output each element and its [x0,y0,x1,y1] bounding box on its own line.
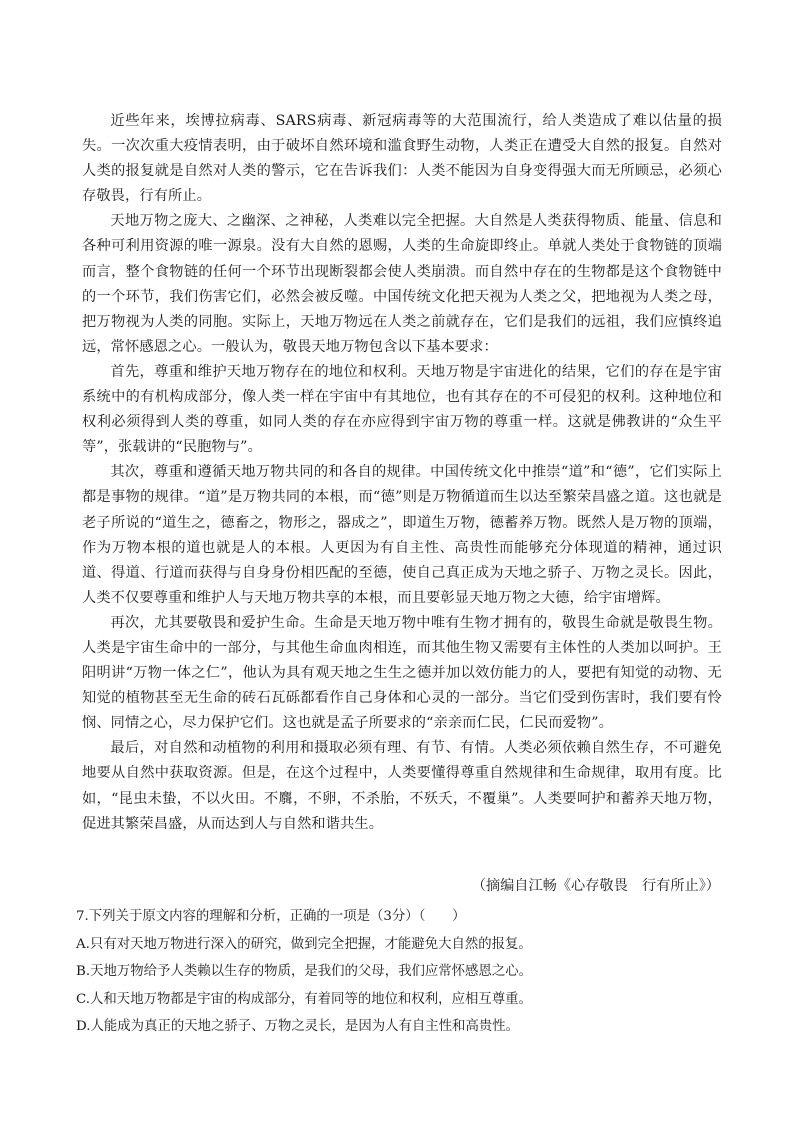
paragraph-3: 首先，尊重和维护天地万物存在的地位和权利。天地万物是宇宙进化的结果，它们的存在是宇宙系统中的有机构成部分，像人类一样在宇宙中有其地位，也有其存在的不可侵犯的权利。这种地位和权利必须得到人类的尊重，如同人类的存在亦应得到宇宙万物的尊重一样。这就是佛教讲的“众生平等”，张载讲的“民胞物与”。 [82,363,722,456]
option-a: A.只有对天地万物进行深入的研究，做到完全把握，才能避免大自然的报复。 [76,936,532,952]
reading-passage [82,109,722,837]
option-b: B.天地万物给予人类赖以生存的物质，是我们的父母，我们应常怀感恩之心。 [76,964,532,980]
paragraph-2: 天地万物之庞大、之幽深、之神秘，人类难以完全把握。大自然是人类获得物质、能量、信息和各种可利用资源的唯一源泉。没有大自然的恩赐，人类的生命旋即终止。单就人类处于食物链的顶端而言，整个食物链的任何一个环节出现断裂都会使人类崩溃。而自然中存在的生物都是这个食物链中的一个环节，我们伤害它们，必然会被反噬。中国传统文化把天视为人类之父，把地视为人类之母，把万物视为人类的同胞。实际上，天地万物远在人类之前就存在，它们是我们的远祖，我们应慎终追远，常怀感恩之心。一般认为，敬畏天地万物包含以下基本要求： [82,213,722,355]
question-7 [76,903,736,1041]
question-stem: 7.下列关于原文内容的理解和分析，正确的一项是（3分）（ ） [76,909,466,924]
paragraph-6: 最后，对自然和动植物的利用和摄取必须有理、有节、有情。人类必须依赖自然生存，不可避免地要从自然中获取资源。但是，在这个过程中，人类要懂得尊重自然规律和生命规律，取用有度。比如，“昆虫未蛰，不以火田。不麛，不卵，不杀胎，不殀夭，不覆巢”。人类要呵护和蓄养天地万物，促进其繁荣昌盛，从而达到人与自然和谐共生。 [82,740,722,832]
option-d: D.人能成为真正的天地之骄子、万物之灵长，是因为人有自主性和高贵性。 [76,1019,520,1035]
paragraph-5: 再次，尤其要敬畏和爱护生命。生命是天地万物中唯有生物才拥有的，敬畏生命就是敬畏生物。人类是宇宙生命中的一部分，与其他生命血肉相连，而其他生物又需要有主体性的人类加以呵护。王阳明讲“万物一体之仁”，他认为具有观天地之生生之德并加以效仿能力的人，要把有知觉的动物、无知觉的植物甚至无生命的砖石瓦砾都看作自己身体和心灵的一部分。当它们受到伤害时，我们要有怜悯、同情之心，尽力保护它们。这也就是孟子所要求的“亲亲而仁民，仁民而爱物”。 [82,614,722,732]
paragraph-1: 近些年来，埃博拉病毒、SARS病毒、新冠病毒等的大范围流行，给人类造成了难以估量的损失。一次次重大疫情表明，由于破坏自然环境和滥食野生动物，人类正在遭受大自然的报复。自然对人类的报复就是自然对人类的警示，它在告诉我们：人类不能因为自身变得强大而无所顾忌，必须心存敬畏，行有所止。 [82,113,722,205]
passage-source: （摘编自江畅《心存敬畏 行有所止》） [471,878,720,894]
option-c: C.人和天地万物都是宇宙的构成部分，有着同等的地位和权利，应相互尊重。 [76,991,532,1007]
paragraph-4: 其次，尊重和遵循天地万物共同的和各自的规律。中国传统文化中推崇“道”和“德”，它们实际上都是事物的规律。“道”是万物共同的本根，而“德”则是万物循道而生以达至繁荣昌盛之道。这也就是老子所说的“道生之，德畜之，物形之，器成之”，即道生万物，德蓄养万物。既然人是万物的顶端，作为万物本根的道也就是人的本根。人更因为有自主性、高贵性而能够充分体现道的精神，通过识道、得道、行道而获得与自身身份相匹配的至德，使自己真正成为天地之骄子、万物之灵长。因此，人类不仅要尊重和维护人与天地万物共享的本根，而且要彰显天地万物之大德，给宇宙增辉。 [82,464,722,606]
